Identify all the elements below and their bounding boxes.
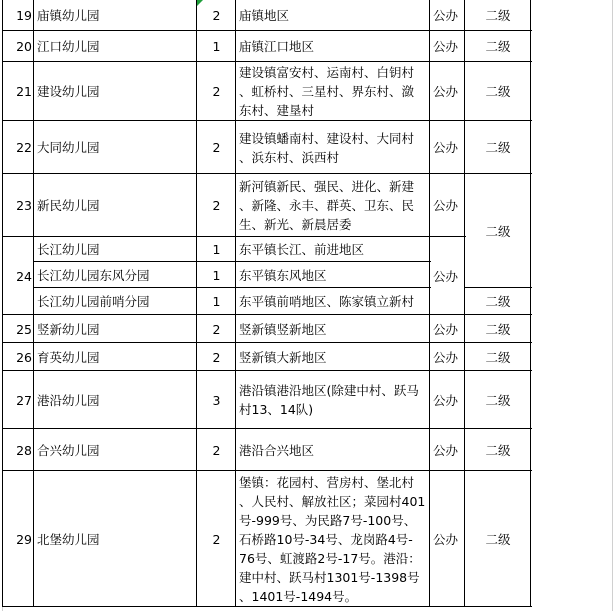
count-cell[interactable] bbox=[197, 288, 236, 315]
count-cell-text: 2 bbox=[212, 442, 221, 458]
cell-text-line: 号-999号、为民路7号-100号、 bbox=[239, 512, 417, 528]
row-number-cell-text: 28 bbox=[16, 442, 32, 458]
kindergarten-name-cell[interactable] bbox=[34, 315, 197, 343]
count-cell[interactable] bbox=[197, 62, 236, 121]
service-area-cell[interactable] bbox=[236, 429, 430, 471]
cell-text-line: 、虹桥村、三星村、界东村、潋 bbox=[239, 84, 415, 99]
level-cell[interactable] bbox=[465, 315, 531, 343]
school-type-cell-text: 公办 bbox=[433, 84, 459, 99]
school-type-cell[interactable] bbox=[430, 121, 465, 174]
row-border bbox=[3, 61, 532, 62]
kindergarten-name-cell-text: 庙镇幼儿园 bbox=[37, 8, 100, 23]
kindergarten-name-cell-text: 大同幼儿园 bbox=[37, 140, 100, 155]
kindergarten-name-cell-text: 港沿幼儿园 bbox=[37, 392, 100, 408]
service-area-cell[interactable] bbox=[236, 471, 430, 607]
row-border bbox=[3, 370, 532, 371]
row-number-cell-text: 23 bbox=[16, 198, 32, 213]
count-cell-text: 1 bbox=[212, 267, 221, 283]
cell-text-line: 东村、建垦村 bbox=[239, 103, 315, 118]
column-border bbox=[530, 0, 531, 607]
cell-text-line: 建中村、跃马村1301号-1398号 bbox=[239, 569, 420, 585]
cell-text-line: 建设镇蟠南村、建设村、大同村 bbox=[239, 130, 415, 146]
school-type-cell-text: 公办 bbox=[433, 392, 459, 408]
row-border bbox=[3, 470, 532, 471]
school-type-cell-text: 公办 bbox=[433, 8, 459, 23]
cell-text-line: 、人民村、解放社区；菜园村401 bbox=[239, 493, 426, 509]
school-type-cell[interactable] bbox=[430, 0, 465, 31]
level-cell-text: 二级 bbox=[485, 294, 511, 309]
count-cell-text: 1 bbox=[212, 39, 221, 54]
count-cell[interactable] bbox=[197, 237, 236, 262]
count-cell-text: 2 bbox=[212, 8, 221, 23]
row-border bbox=[34, 287, 431, 288]
school-type-cell-text: 公办 bbox=[433, 349, 459, 365]
cell-text-line: 生、新光、新晨居委 bbox=[239, 217, 352, 232]
count-cell[interactable] bbox=[197, 174, 236, 237]
kindergarten-name-cell[interactable] bbox=[34, 62, 197, 121]
service-area-cell[interactable] bbox=[236, 237, 430, 262]
service-area-cell[interactable] bbox=[236, 288, 430, 315]
column-border bbox=[2, 0, 3, 607]
count-cell-text: 2 bbox=[212, 198, 221, 213]
row-number-cell-text: 22 bbox=[16, 140, 32, 155]
kindergarten-name-cell[interactable] bbox=[34, 121, 197, 174]
level-cell-text: 二级 bbox=[485, 84, 511, 99]
row-number-cell[interactable] bbox=[3, 371, 34, 429]
count-cell[interactable] bbox=[197, 343, 236, 371]
row-border bbox=[3, 30, 532, 31]
count-cell-text: 2 bbox=[212, 531, 221, 547]
cell-text-line: 庙镇地区 bbox=[239, 8, 290, 23]
row-border bbox=[465, 287, 532, 288]
kindergarten-name-cell-text: 新民幼儿园 bbox=[37, 198, 100, 213]
cell-text-line: 竖新镇大新地区 bbox=[239, 349, 327, 365]
count-cell-text: 2 bbox=[212, 321, 221, 337]
count-cell[interactable] bbox=[197, 31, 236, 62]
service-area-cell[interactable] bbox=[236, 343, 430, 371]
row-number-cell[interactable] bbox=[3, 31, 34, 62]
level-cell-merged[interactable] bbox=[465, 174, 531, 288]
school-type-cell-merged[interactable] bbox=[430, 237, 465, 315]
service-area-cell[interactable] bbox=[236, 371, 430, 429]
cell-text-line: 建设镇富安村、运南村、白钥村 bbox=[239, 65, 415, 80]
kindergarten-name-cell-text: 长江幼儿园前哨分园 bbox=[37, 294, 150, 309]
cell-text-line: 、浜东村、浜西村 bbox=[239, 149, 340, 165]
service-area-cell[interactable] bbox=[236, 174, 430, 237]
kindergarten-name-cell[interactable] bbox=[34, 31, 197, 62]
level-cell-text: 二级 bbox=[485, 8, 511, 23]
kindergarten-name-cell[interactable] bbox=[34, 237, 197, 262]
row-number-cell-text: 20 bbox=[16, 39, 32, 54]
cell-text-line: 东平镇前哨地区、陈家镇立新村 bbox=[239, 294, 415, 309]
cell-text-line: 、1401号-1494号。 bbox=[239, 588, 358, 604]
kindergarten-name-cell[interactable] bbox=[34, 371, 197, 429]
cell-text-line: 东平镇长江、前进地区 bbox=[239, 242, 365, 257]
count-cell[interactable] bbox=[197, 429, 236, 471]
count-cell[interactable] bbox=[197, 471, 236, 607]
level-cell[interactable] bbox=[465, 429, 531, 471]
level-cell[interactable] bbox=[465, 31, 531, 62]
count-cell[interactable] bbox=[197, 0, 236, 31]
level-cell-text: 二级 bbox=[485, 349, 511, 365]
column-border bbox=[235, 0, 236, 607]
service-area-cell[interactable] bbox=[236, 262, 430, 288]
row-number-cell[interactable] bbox=[3, 0, 34, 31]
level-cell[interactable] bbox=[465, 343, 531, 371]
kindergarten-name-cell-text: 江口幼儿园 bbox=[37, 39, 100, 54]
row-number-cell[interactable] bbox=[3, 471, 34, 607]
row-number-cell[interactable] bbox=[3, 429, 34, 471]
level-cell[interactable] bbox=[465, 0, 531, 31]
kindergarten-name-cell[interactable] bbox=[34, 174, 197, 237]
level-cell[interactable] bbox=[465, 471, 531, 607]
column-border bbox=[196, 0, 197, 607]
count-cell[interactable] bbox=[197, 121, 236, 174]
row-number-cell-merged[interactable] bbox=[3, 237, 34, 315]
row-number-cell[interactable] bbox=[3, 62, 34, 121]
kindergarten-name-cell-text: 育英幼儿园 bbox=[37, 349, 100, 365]
row-number-cell-text: 19 bbox=[16, 8, 32, 23]
count-cell-text: 1 bbox=[212, 242, 221, 257]
kindergarten-name-cell-text: 合兴幼儿园 bbox=[37, 442, 100, 458]
level-cell[interactable] bbox=[465, 371, 531, 429]
level-cell-text: 二级 bbox=[485, 39, 511, 54]
level-cell-text: 二级 bbox=[485, 140, 511, 155]
school-type-cell[interactable] bbox=[430, 343, 465, 371]
school-type-cell[interactable] bbox=[430, 471, 465, 607]
kindergarten-name-cell-text: 长江幼儿园 bbox=[37, 242, 100, 257]
level-cell-text: 二级 bbox=[485, 531, 511, 547]
level-cell-text: 二级 bbox=[485, 442, 511, 458]
cell-text-line: 堡镇：花园村、营房村、堡北村 bbox=[239, 474, 415, 490]
level-cell-merged-text: 二级 bbox=[485, 223, 511, 239]
row-border bbox=[3, 428, 532, 429]
service-area-cell[interactable] bbox=[236, 62, 430, 121]
school-type-cell[interactable] bbox=[430, 31, 465, 62]
cell-text-line: 港沿合兴地区 bbox=[239, 442, 315, 458]
row-number-cell-text: 21 bbox=[16, 84, 32, 99]
column-border bbox=[429, 0, 430, 607]
school-type-cell[interactable] bbox=[430, 174, 465, 237]
level-cell-text: 二级 bbox=[485, 321, 511, 337]
kindergarten-name-cell-text: 长江幼儿园东风分园 bbox=[37, 267, 150, 283]
service-area-cell[interactable] bbox=[236, 0, 430, 31]
school-type-cell[interactable] bbox=[430, 315, 465, 343]
column-border bbox=[464, 0, 465, 607]
count-cell-text: 2 bbox=[212, 140, 221, 155]
kindergarten-name-cell[interactable] bbox=[34, 343, 197, 371]
school-type-cell[interactable] bbox=[430, 371, 465, 429]
cell-text-line: 76号、虹渡路2号-17号。港沿： bbox=[239, 550, 421, 566]
school-type-cell-text: 公办 bbox=[433, 198, 459, 213]
service-area-cell[interactable] bbox=[236, 315, 430, 343]
row-number-cell-merged-text: 24 bbox=[16, 268, 32, 284]
count-cell[interactable] bbox=[197, 262, 236, 288]
school-type-cell-text: 公办 bbox=[433, 531, 459, 547]
row-number-cell[interactable] bbox=[3, 174, 34, 237]
row-number-cell-text: 29 bbox=[16, 531, 32, 547]
level-cell-text: 二级 bbox=[485, 392, 511, 408]
kindergarten-name-cell-text: 建设幼儿园 bbox=[37, 84, 100, 99]
level-cell[interactable] bbox=[465, 288, 531, 315]
row-border bbox=[3, 120, 532, 121]
row-number-cell[interactable] bbox=[3, 343, 34, 371]
row-number-cell[interactable] bbox=[3, 315, 34, 343]
count-cell-text: 2 bbox=[212, 349, 221, 365]
service-area-cell[interactable] bbox=[236, 31, 430, 62]
cell-text-line: 港沿镇港沿地区(除建中村、跃马 bbox=[239, 383, 419, 398]
school-type-cell-text: 公办 bbox=[433, 321, 459, 337]
count-cell[interactable] bbox=[197, 315, 236, 343]
kindergarten-name-cell[interactable] bbox=[34, 429, 197, 471]
level-cell[interactable] bbox=[465, 62, 531, 121]
cell-text-line: 庙镇江口地区 bbox=[239, 39, 315, 54]
kindergarten-name-cell[interactable] bbox=[34, 0, 197, 31]
row-number-cell-text: 26 bbox=[16, 349, 32, 365]
count-cell-text: 2 bbox=[212, 84, 221, 99]
count-cell[interactable] bbox=[197, 371, 236, 429]
row-border bbox=[34, 261, 431, 262]
column-border bbox=[33, 0, 34, 607]
school-type-cell-text: 公办 bbox=[433, 442, 459, 458]
school-type-cell[interactable] bbox=[430, 62, 465, 121]
count-cell-text: 3 bbox=[212, 392, 221, 408]
kindergarten-name-cell-text: 北堡幼儿园 bbox=[37, 531, 100, 547]
kindergarten-name-cell[interactable] bbox=[34, 262, 197, 288]
row-border bbox=[3, 606, 532, 607]
cell-text-line: 石桥路10号-34号、龙岗路4号- bbox=[239, 531, 413, 547]
row-number-cell-text: 25 bbox=[16, 321, 32, 337]
row-border bbox=[3, 314, 532, 315]
kindergarten-name-cell[interactable] bbox=[34, 288, 197, 315]
count-cell-text: 1 bbox=[212, 294, 221, 309]
kindergarten-name-cell-text: 竖新幼儿园 bbox=[37, 321, 100, 337]
service-area-cell[interactable] bbox=[236, 121, 430, 174]
gridline bbox=[612, 0, 613, 611]
cell-text-line: 东平镇东风地区 bbox=[239, 267, 327, 283]
level-cell[interactable] bbox=[465, 121, 531, 174]
school-type-cell[interactable] bbox=[430, 429, 465, 471]
row-number-cell[interactable] bbox=[3, 121, 34, 174]
school-type-cell-merged-text: 公办 bbox=[433, 268, 459, 284]
row-border bbox=[3, 342, 532, 343]
kindergarten-name-cell[interactable] bbox=[34, 471, 197, 607]
cell-text-line: 竖新镇竖新地区 bbox=[239, 321, 327, 337]
row-number-cell-text: 27 bbox=[16, 392, 32, 408]
school-type-cell-text: 公办 bbox=[433, 39, 459, 54]
row-border bbox=[3, 173, 532, 174]
cell-text-line: 、新隆、永丰、群英、卫东、民 bbox=[239, 198, 415, 213]
cell-text-line: 村13、14队) bbox=[239, 402, 314, 417]
cell-text-line: 新河镇新民、强民、进化、新建 bbox=[239, 179, 415, 194]
school-type-cell-text: 公办 bbox=[433, 140, 459, 155]
